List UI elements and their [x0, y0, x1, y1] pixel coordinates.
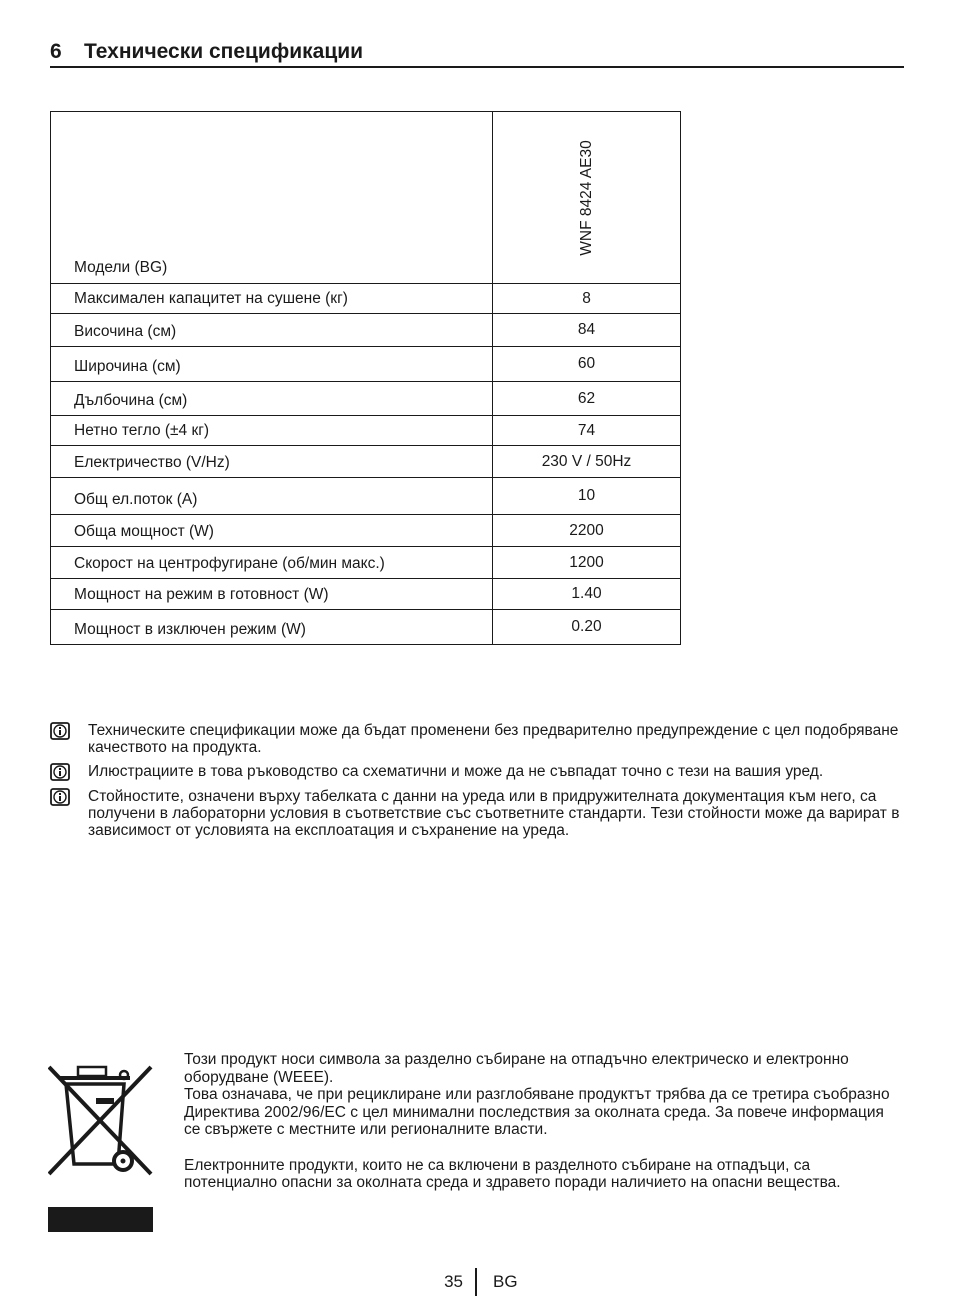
table-header-row: [51, 112, 681, 284]
spec-value: 0.20: [493, 610, 681, 645]
spec-value: 8: [493, 284, 681, 314]
table-row: [51, 515, 681, 547]
note-text: Илюстрациите в това ръководство са схематични и може да не съвпадат точно с тези на вашия уред.: [88, 763, 824, 780]
crossed-bin-icon: [48, 1064, 154, 1232]
spec-label: Максимален капацитет на сушене (кг): [51, 284, 493, 314]
page-number: 35: [444, 1272, 463, 1291]
weee-paragraph-1a: Този продукт носи символа за разделно събиране на отпадъчно електрическо и електронно оборудване (WEEE).: [184, 1051, 849, 1086]
spec-value: 1.40: [493, 579, 681, 610]
spec-value: 10: [493, 478, 681, 515]
spec-value: 62: [493, 382, 681, 416]
model-name: WNF 8424 AE30: [577, 139, 595, 256]
spec-value: 2200: [493, 515, 681, 547]
note-item: [50, 722, 910, 756]
table-row: [51, 579, 681, 610]
notes-list: [50, 722, 910, 846]
weee-paragraph-2: Електронните продукти, които не са включени в разделното събиране на отпадъци, са потенциално опасни за околната среда и здравето поради наличието на опасни вещества.: [184, 1156, 841, 1191]
section-title: [50, 38, 363, 66]
spec-value: 230 V / 50Hz: [493, 446, 681, 478]
info-icon: [50, 722, 70, 740]
table-row: [51, 478, 681, 515]
spec-value: 60: [493, 347, 681, 382]
table-row: [51, 446, 681, 478]
spec-label: Височина (см): [51, 314, 493, 347]
section-number: 6: [50, 40, 62, 63]
note-text: Стойностите, означени върху табелката с данни на уреда или в придружителната документация към него, са получени в лабораторни условия в съответствие със съответните стандарти. Тези стойности може да варират в зависимост от условията на експлоатация и съхранение на уреда.: [88, 788, 900, 839]
page-footer: [0, 1268, 954, 1298]
note-item: [50, 788, 910, 839]
models-label: Модели (BG): [51, 112, 493, 284]
note-item: [50, 763, 910, 781]
footer-divider: [475, 1268, 477, 1296]
spec-value: 74: [493, 416, 681, 446]
info-icon: [50, 788, 70, 806]
info-icon: [50, 763, 70, 781]
table-row: [51, 416, 681, 446]
note-text: Техническите спецификации може да бъдат променени без предварително предупреждение с цел подобряване качеството на продукта.: [88, 722, 899, 756]
weee-symbol: [48, 1064, 154, 1232]
section-header: [50, 38, 904, 68]
spec-label: Скорост на центрофугиране (об/мин макс.): [51, 547, 493, 579]
table-row: [51, 547, 681, 579]
weee-paragraph-1b: Това означава, че при рециклиране или разглобяване продуктът трябва да се третира съобразно Директива 2002/96/ЕС с цел минимални последствия за околната среда. За повече информация се свържете с местните или регионалните власти.: [184, 1086, 890, 1138]
model-cell: [493, 112, 681, 284]
spec-label: Дълбочина (см): [51, 382, 493, 416]
spec-value: 1200: [493, 547, 681, 579]
spec-label: Общ ел.поток (A): [51, 478, 493, 515]
table-row: [51, 284, 681, 314]
table-row: [51, 347, 681, 382]
table-row: [51, 610, 681, 645]
spec-label: Мощност в изключен режим (W): [51, 610, 493, 645]
spec-label: Широчина (см): [51, 347, 493, 382]
specs-table: [50, 111, 681, 645]
weee-info: [184, 1051, 904, 1192]
section-title-text: Технически спецификации: [84, 40, 364, 63]
spec-value: 84: [493, 314, 681, 347]
spec-label: Мощност на режим в готовност (W): [51, 579, 493, 610]
spec-label: Нетно тегло (±4 кг): [51, 416, 493, 446]
language-code: BG: [493, 1272, 518, 1291]
table-row: [51, 382, 681, 416]
table-row: [51, 314, 681, 347]
spec-label: Електричество (V/Hz): [51, 446, 493, 478]
spec-label: Обща мощност (W): [51, 515, 493, 547]
